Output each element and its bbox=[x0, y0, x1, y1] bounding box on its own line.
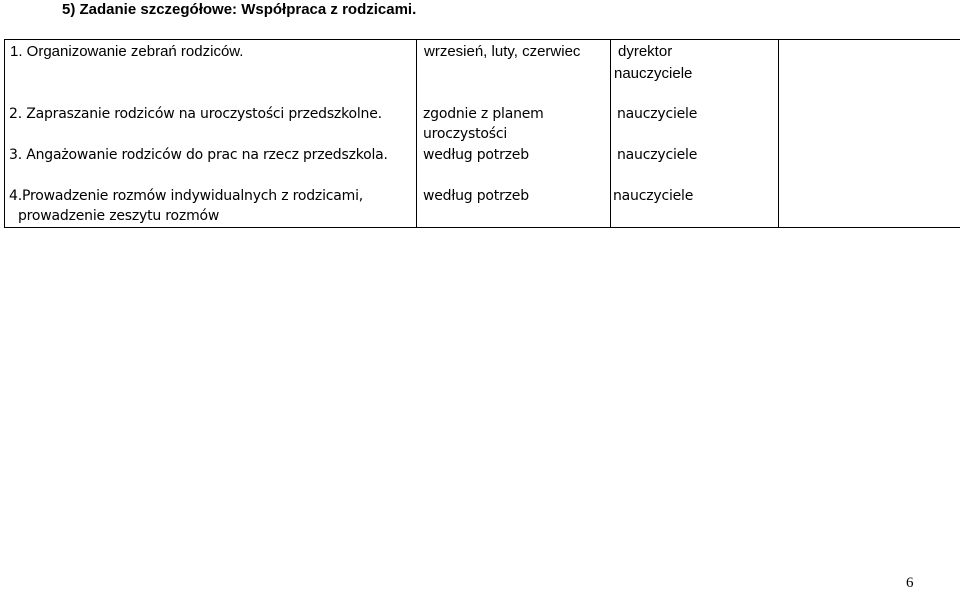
column-divider bbox=[778, 40, 779, 227]
task-cell: 4.Prowadzenie rozmów indywidualnych z rodzicami, bbox=[9, 188, 364, 204]
term-cell: uroczystości bbox=[423, 126, 508, 142]
responsible-cell: dyrektor bbox=[618, 43, 673, 60]
column-divider bbox=[416, 40, 417, 227]
term-cell: zgodnie z planem bbox=[423, 106, 544, 122]
term-cell: według potrzeb bbox=[423, 188, 529, 204]
responsible-cell: nauczyciele bbox=[617, 147, 698, 163]
term-cell: według potrzeb bbox=[423, 147, 529, 163]
responsible-cell: nauczyciele bbox=[617, 106, 698, 122]
column-divider bbox=[610, 40, 611, 227]
term-cell: wrzesień, luty, czerwiec bbox=[424, 43, 581, 60]
responsible-cell: nauczyciele bbox=[613, 188, 694, 204]
section-heading: 5) Zadanie szczegółowe: Współpraca z rodzicami. bbox=[62, 1, 417, 18]
task-cell: prowadzenie zeszytu rozmów bbox=[18, 208, 220, 224]
page-number: 6 bbox=[906, 575, 914, 591]
task-cell: 2. Zapraszanie rodziców na uroczystości przedszkolne. bbox=[9, 106, 382, 122]
cooperation-table bbox=[4, 39, 960, 228]
responsible-cell: nauczyciele bbox=[614, 65, 693, 82]
task-cell: 1. Organizowanie zebrań rodziców. bbox=[10, 43, 244, 60]
task-cell: 3. Angażowanie rodziców do prac na rzecz przedszkola. bbox=[9, 147, 388, 163]
